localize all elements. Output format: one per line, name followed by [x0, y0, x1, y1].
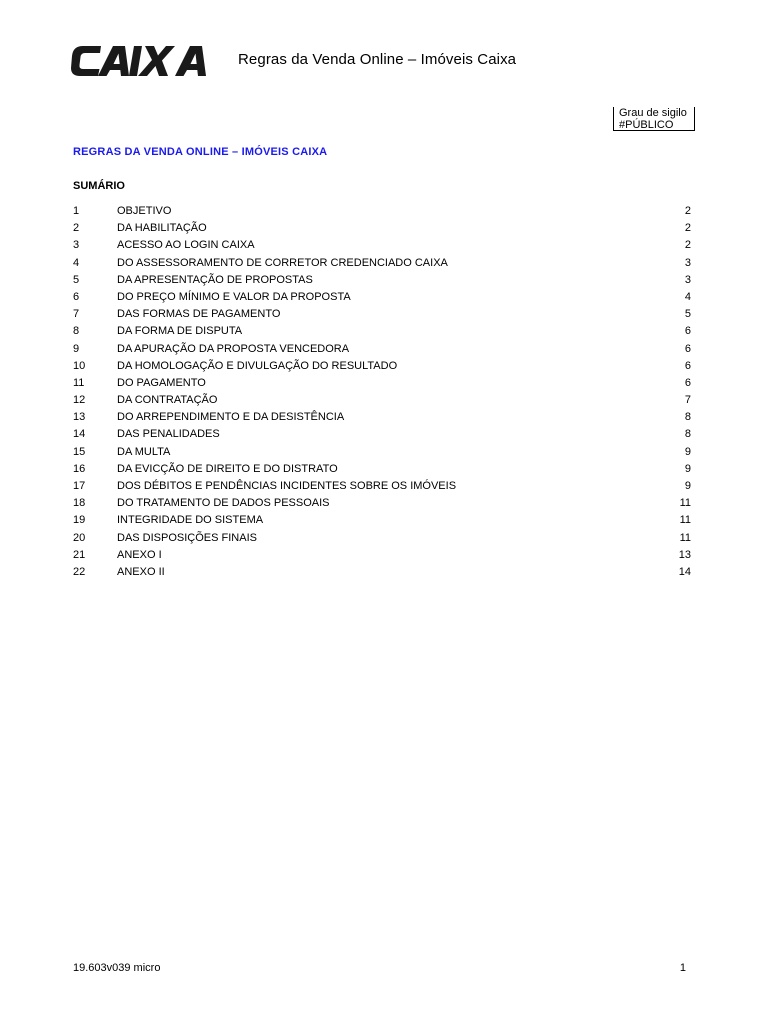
- toc-row[interactable]: [73, 392, 691, 409]
- classification-value: #PÚBLICO: [619, 119, 674, 131]
- toc-item-label: ANEXO II: [117, 565, 165, 578]
- toc-item-number: 21: [73, 548, 86, 561]
- footer-page-number: 1: [679, 962, 686, 974]
- toc-item-number: 3: [73, 239, 80, 252]
- toc-item-number: 9: [73, 342, 80, 355]
- toc-item-page: 2: [684, 239, 691, 252]
- toc-item-page: 2: [684, 222, 691, 235]
- document-title: REGRAS DA VENDA ONLINE – IMÓVEIS CAIXA: [73, 146, 328, 158]
- toc-item-number: 10: [73, 359, 86, 372]
- toc-item-page: 8: [684, 411, 691, 424]
- toc-item-label: DAS FORMAS DE PAGAMENTO: [117, 308, 281, 321]
- toc-item-page: 7: [684, 394, 691, 407]
- toc-row[interactable]: [73, 203, 691, 220]
- toc-item-label: DO TRATAMENTO DE DADOS PESSOAIS: [117, 497, 330, 510]
- toc-item-page: 11: [679, 514, 691, 527]
- toc-row[interactable]: [73, 426, 691, 443]
- toc-item-page: 8: [684, 428, 691, 441]
- toc-item-label: DAS DISPOSIÇÕES FINAIS: [117, 531, 257, 544]
- toc-item-page: 11: [679, 531, 691, 544]
- toc-item-number: 22: [73, 565, 86, 578]
- toc-row[interactable]: [73, 289, 691, 306]
- toc-item-page: 6: [684, 342, 691, 355]
- toc-item-number: 16: [73, 462, 86, 475]
- toc-item-number: 15: [73, 445, 86, 458]
- toc-item-label: DA HOMOLOGAÇÃO E DIVULGAÇÃO DO RESULTADO: [117, 359, 398, 372]
- toc-item-page: 9: [684, 445, 691, 458]
- toc-item-page: 14: [678, 565, 691, 578]
- toc-item-number: 12: [73, 394, 86, 407]
- toc-row[interactable]: [73, 495, 691, 512]
- toc-row[interactable]: [73, 341, 691, 358]
- toc-item-page: 6: [684, 359, 691, 372]
- toc-row[interactable]: [73, 375, 691, 392]
- toc-row[interactable]: [73, 512, 691, 529]
- toc-row[interactable]: [73, 530, 691, 547]
- toc-row[interactable]: [73, 272, 691, 289]
- toc-item-label: ANEXO I: [117, 548, 162, 561]
- toc-item-number: 5: [73, 273, 80, 286]
- header-title: Regras da Venda Online – Imóveis Caixa: [238, 51, 517, 68]
- toc-item-number: 20: [73, 531, 86, 544]
- toc-item-label: DO PREÇO MÍNIMO E VALOR DA PROPOSTA: [117, 290, 351, 303]
- toc-item-page: 6: [684, 325, 691, 338]
- toc-row[interactable]: [73, 564, 691, 581]
- toc-row[interactable]: [73, 220, 691, 237]
- toc-row[interactable]: [73, 237, 691, 254]
- toc-row[interactable]: [73, 255, 691, 272]
- toc-item-page: 9: [684, 480, 691, 492]
- toc-item-label: DAS PENALIDADES: [117, 428, 220, 441]
- toc-item-label: DO ARREPENDIMENTO E DA DESISTÊNCIA: [117, 411, 345, 424]
- toc-item-page: 5: [684, 308, 691, 321]
- toc-item-number: 18: [73, 497, 86, 510]
- toc-heading: SUMÁRIO: [73, 180, 125, 192]
- toc-item-number: 6: [73, 290, 80, 303]
- toc-item-number: 1: [73, 205, 80, 217]
- toc-item-number: 17: [73, 480, 86, 492]
- toc-item-page: 4: [684, 290, 691, 303]
- toc-item-number: 13: [73, 411, 86, 424]
- toc-item-label: DA APURAÇÃO DA PROPOSTA VENCEDORA: [117, 342, 350, 355]
- toc-row[interactable]: [73, 444, 691, 461]
- toc-item-page: 6: [684, 376, 691, 389]
- toc-row[interactable]: [73, 306, 691, 323]
- toc-item-page: 13: [678, 548, 691, 561]
- toc-item-number: 2: [73, 222, 80, 235]
- toc-item-page: 2: [684, 205, 691, 217]
- toc-item-label: DA MULTA: [117, 445, 171, 458]
- toc-row[interactable]: [73, 323, 691, 340]
- toc-item-label: DA EVICÇÃO DE DIREITO E DO DISTRATO: [117, 462, 338, 475]
- toc-item-label: ACESSO AO LOGIN CAIXA: [117, 239, 255, 252]
- toc-item-label: INTEGRIDADE DO SISTEMA: [117, 514, 264, 527]
- toc-item-number: 4: [73, 256, 80, 269]
- toc-item-label: DA FORMA DE DISPUTA: [117, 325, 243, 338]
- classification-box: [613, 107, 695, 131]
- toc-item-page: 3: [684, 273, 691, 286]
- toc-item-number: 14: [73, 428, 86, 441]
- toc-item-label: OBJETIVO: [117, 205, 172, 217]
- footer-document-code: 19.603v039 micro: [73, 962, 161, 974]
- toc-item-number: 8: [73, 325, 80, 338]
- toc-row[interactable]: [73, 478, 691, 495]
- toc-item-label: DO ASSESSORAMENTO DE CORRETOR CREDENCIADO CAIXA: [117, 256, 448, 269]
- toc-item-page: 11: [679, 497, 691, 510]
- toc-item-label: DA HABILITAÇÃO: [117, 222, 207, 235]
- toc-item-number: 7: [73, 308, 80, 321]
- toc-item-page: 3: [684, 256, 691, 269]
- toc-row[interactable]: [73, 461, 691, 478]
- toc-item-number: 11: [73, 376, 85, 389]
- toc-item-label: DA APRESENTAÇÃO DE PROPOSTAS: [117, 273, 313, 286]
- toc-item-number: 19: [73, 514, 86, 527]
- caixa-logo: [71, 44, 217, 78]
- toc-item-label: DO PAGAMENTO: [117, 376, 206, 389]
- toc-row[interactable]: [73, 409, 691, 426]
- classification-label: Grau de sigilo: [619, 107, 687, 119]
- table-of-contents: [73, 203, 691, 581]
- toc-row[interactable]: [73, 547, 691, 564]
- toc-item-page: 9: [684, 462, 691, 475]
- toc-item-label: DA CONTRATAÇÃO: [117, 394, 218, 407]
- toc-item-label: DOS DÉBITOS E PENDÊNCIAS INCIDENTES SOBRE OS IMÓVEIS: [117, 480, 457, 492]
- toc-row[interactable]: [73, 358, 691, 375]
